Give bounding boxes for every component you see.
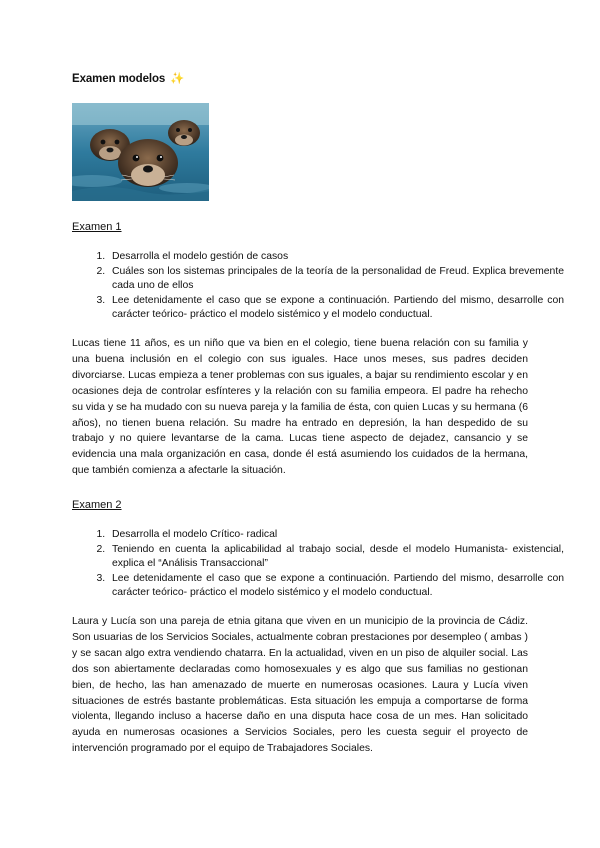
exam2-task-3: 3. Lee detenidamente el caso que se expone a continuación. Partiendo del mismo, desarrolle con carácter teórico- práctico el modelo sistémico y el modelo conductual. (108, 572, 564, 600)
document-title (72, 71, 185, 85)
otters-photo (72, 103, 209, 201)
exam2-task-1: 1. Desarrolla el modelo Crítico- radical (108, 528, 564, 542)
exam1-task-3: 3. Lee detenidamente el caso que se expone a continuación. Partiendo del mismo, desarrolle con carácter teórico- práctico el modelo sistémico y el modelo conductual. (108, 294, 564, 322)
exam1-task-2: 2. Cuáles son los sistemas principales de la teoría de la personalidad de Freud. Explica brevemente cada uno de ellos (108, 265, 564, 293)
exam1-task-1: 1. Desarrolla el modelo gestión de casos (108, 250, 564, 264)
exam1-case-text: Lucas tiene 11 años, es un niño que va bien en el colegio, tiene buena relación con su familia y una buena inclusión en el colegio con sus iguales. Hace unos meses, sus padres deciden divorciarse. Lucas empieza a tener problemas con sus iguales, a bajar su rendimiento escolar y en ocasiones deja de controlar esfínteres y la relación con su familia empeora. El padre ha rehecho su vida y se ha mudado con su nueva pareja y la familia de ésta, con quien Lucas y su hermana (6 años), no tienen buena relación. Su madre ha entrado en depresión, la han despedido de su trabajo y no quiere levantarse de la cama. Lucas tiene aspecto de dejadez, cansancio y se evidencia una mala organización en casa, donde él está asumiendo los cuidados de la hermana, que también comienza a afectarle la situación. (72, 338, 528, 477)
exam2-case-text: Laura y Lucía son una pareja de etnia gitana que viven en un municipio de la provincia de Cádiz. Son usuarias de los Servicios Sociales, actualmente cobran prestaciones por desempleo ( ambas ) y se sacan algo extra vendiendo chatarra. En la actualidad, viven en un piso de alquiler social. Las dos son abiertamente declaradas como homosexuales y es algo que sus familias no gestionan bien, de hecho, las han amenazado de muerte en numerosas ocasiones. Laura y Lucía viven situaciones de estrés bastante problemáticas. Esta situación les empuja a comportarse de forma violenta, llegando incluso a hacerse daño en una disputa hace cosa de un mes. Han solicitado ayuda en numerosas ocasiones a Servicios Sociales, pero les cuesta seguir el proyecto de intervención programado por el equipo de Trabajadores Sociales. (72, 616, 528, 755)
sparkles-icon: ✨ (170, 73, 185, 85)
exam1-heading: Examen 1 (72, 221, 122, 233)
exam2-task-list (72, 528, 564, 601)
otters-photo-illustration (72, 103, 209, 201)
exam1-task-list (72, 250, 564, 323)
exam2-task-2: 2. Teniendo en cuenta la aplicabilidad al trabajo social, desde el modelo Humanista- existencial, explica el “Análisis Transaccional” (108, 543, 564, 571)
title-text: Examen modelos (72, 73, 166, 85)
exam2-heading: Examen 2 (72, 499, 122, 511)
